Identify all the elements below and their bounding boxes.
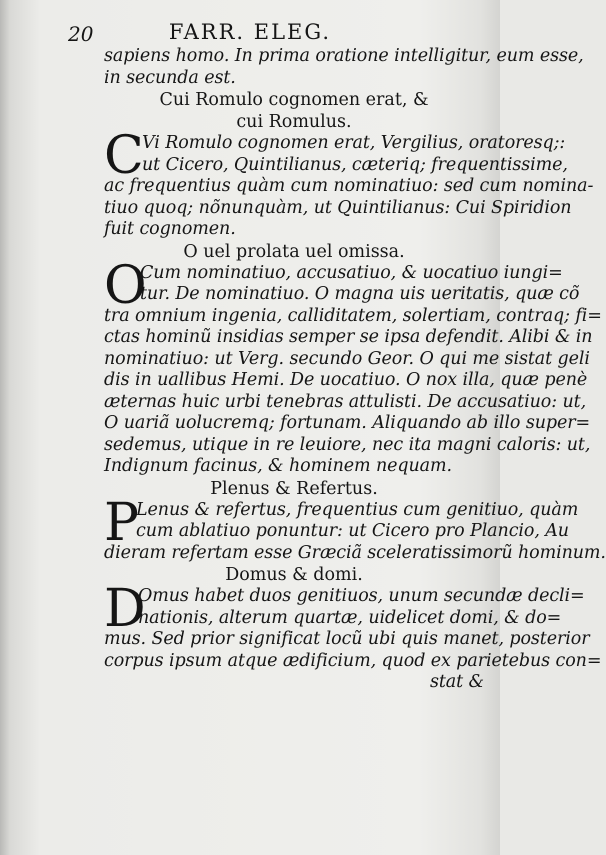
section-heading: Domus & domi. bbox=[225, 565, 363, 585]
text-line: tiuo quoq; nõnunquàm, ut Quintilianus: Cui Spiridion bbox=[104, 197, 572, 218]
drop-cap: C bbox=[104, 126, 144, 186]
catchword-line: stat & bbox=[429, 672, 484, 692]
section-heading: cui Romulus. bbox=[236, 112, 352, 132]
section-heading: Plenus & Refertus. bbox=[210, 478, 378, 499]
text-line: dis in uallibus Hemi. De uocatiuo. O nox illa, quæ penè bbox=[104, 370, 588, 390]
drop-cap: O bbox=[104, 255, 147, 316]
body-text bbox=[104, 46, 606, 694]
text-line: æternas huic urbi tenebras attulisti. De accusatiuo: ut, bbox=[104, 391, 587, 412]
drop-cap: P bbox=[104, 492, 139, 553]
text-line: ac frequentius quàm cum nominatiuo: sed cum nomina- bbox=[104, 176, 594, 196]
text-line: tra omnium ingenia, calliditatem, solertiam, contraq; fi= bbox=[104, 305, 602, 326]
text-line: dieram refertam esse Græciã sceleratissimorũ hominum. bbox=[104, 542, 606, 563]
text-line: fuit cognomen. bbox=[104, 219, 236, 239]
text-line: sedemus, utique in re leuiore, nec ita magni caloris: ut, bbox=[104, 434, 591, 455]
paragraph bbox=[104, 579, 602, 694]
section-heading: O uel prolata uel omissa. bbox=[183, 241, 405, 262]
running-head bbox=[0, 18, 500, 44]
section-heading: Cui Romulo cognomen erat, & bbox=[159, 90, 429, 110]
running-title: FARR. ELEG. bbox=[168, 20, 332, 44]
text-line: nationis, alterum quartæ, uidelicet domi, & do= bbox=[138, 607, 562, 628]
paragraph bbox=[104, 492, 606, 565]
page-number: 20 bbox=[68, 22, 94, 46]
text-line: nominatiuo: ut Verg. secundo Geor. O qui me sistat geli bbox=[104, 348, 590, 369]
text-line: O uariã uolucremq; fortunam. Aliquando ab illo super= bbox=[104, 413, 591, 433]
text-line: Lenus & refertus, frequentius cum genitiuo, quàm bbox=[136, 499, 579, 520]
text-line: tur. De nominatiuo. O magna uis ueritatis, quæ cõ bbox=[140, 284, 580, 304]
text-line: Vi Romulo cognomen erat, Vergilius, oratoresq;: bbox=[142, 133, 566, 153]
text-line: Indignum facinus, & hominem nequam. bbox=[104, 456, 452, 476]
paragraph bbox=[104, 255, 602, 478]
drop-cap: D bbox=[104, 579, 146, 639]
text-line: ctas hominũ insidias semper se ipsa defendit. Alibi & in bbox=[104, 327, 593, 347]
text-line: Cum nominatiuo, accusatiuo, & uocatiuo iungi= bbox=[140, 262, 563, 283]
text-line: cum ablatiuo ponuntur: ut Cicero pro Plancio, Au bbox=[136, 521, 569, 541]
text-line: Omus habet duos genitiuos, unum secundæ decli= bbox=[138, 586, 585, 606]
text-line: corpus ipsum atque ædificium, quod ex parietebus con= bbox=[104, 650, 602, 671]
text-line: mus. Sed prior significat locũ ubi quis manet, posterior bbox=[104, 629, 590, 649]
text-line: sapiens homo. In prima oratione intelligitur, eum esse, bbox=[104, 46, 584, 66]
paragraph bbox=[104, 126, 594, 241]
text-line: ut Cicero, Quintilianus, cæteriq; frequentissime, bbox=[142, 154, 568, 175]
text-line: in secunda est. bbox=[104, 67, 236, 88]
